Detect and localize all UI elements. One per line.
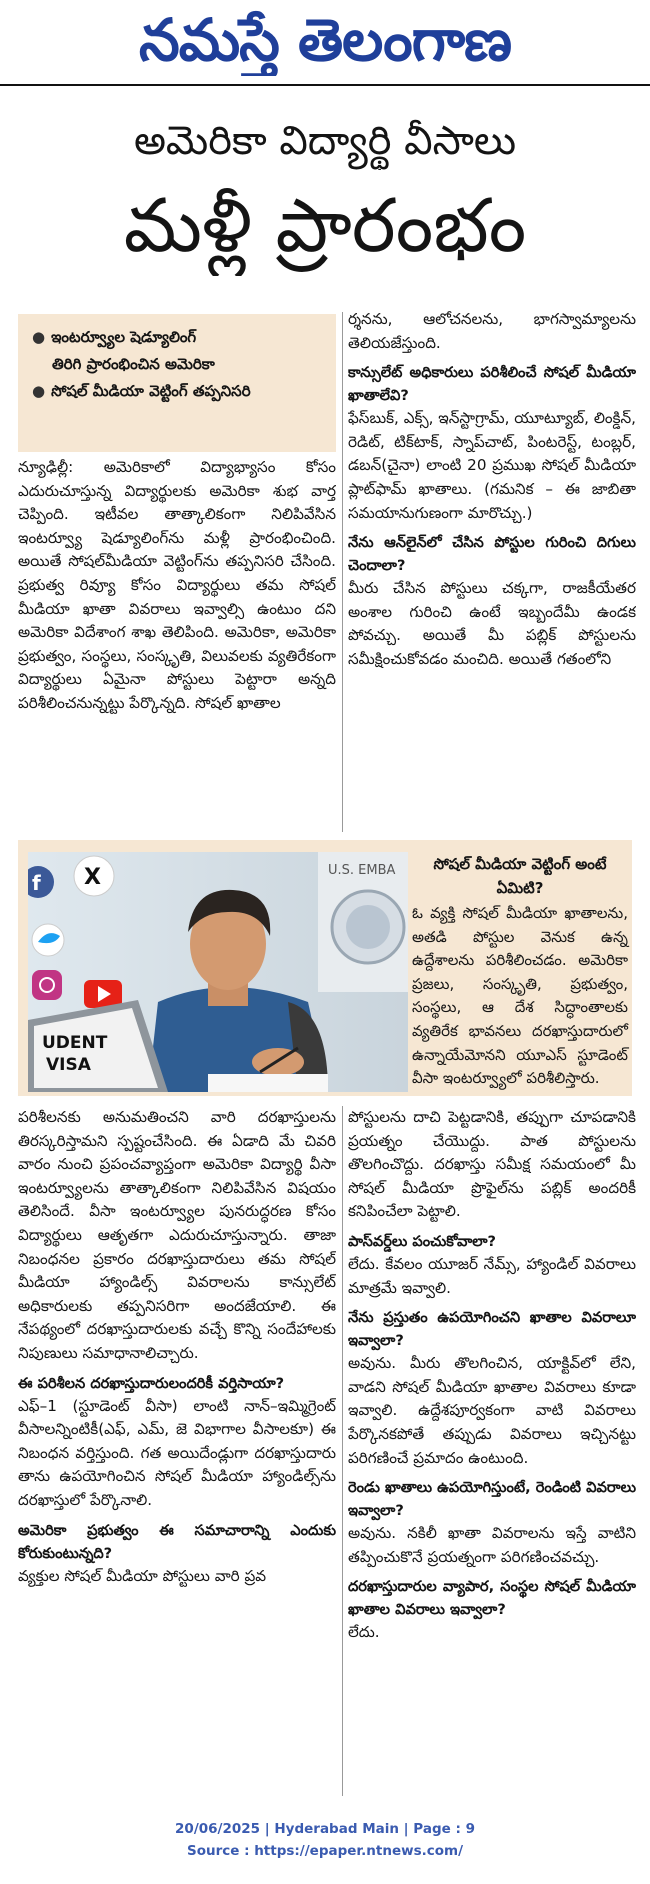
answer-paragraph: ఫేస్‌బుక్, ఎక్స్, ఇన్‌స్టాగ్రామ్, యూట్యూబ్, లింక్డిన్, రెడిట్, టిక్‌టాక్, స్నాప్‌చాట్, పింటరెస్ట్, టంబ్లర్, డబన్(చైనా) లాంటి 20 ప్రముఖ సోషల్ మీడియా ప్లాట్‌ఫామ్ ఖాతాలు. (గమనిక – ఈ జాబితా సమయానుగుణంగా మారొచ్చు.): [348, 409, 636, 522]
article-left-column-top: [18, 456, 336, 836]
footer-date-edition: 20/06/2025 | Hyderabad Main | Page : 9: [175, 1821, 475, 1837]
question-heading: పాస్‌వర్డ్‌లు పంచుకోవాలా?: [348, 1232, 496, 1250]
question-heading: రెండు ఖాతాలు ఉపయోగిస్తుంటే, రెండింటి వివరాలు ఇవ్వాలా?: [348, 1479, 636, 1520]
paragraph: ర్శనను, ఆలోచనలను, భాగస్వామ్యాలను తెలియజేస్తుంది.: [348, 310, 636, 352]
embassy-sign-text: U.S. EMBA: [328, 863, 396, 878]
feature-body: ఓ వ్యక్తి సోషల్ మీడియా ఖాతాలను, అతడి పోస్టుల వెనుక ఉన్న ఉద్దేశాలను పరిశీలించడం. అమెరికా ప్రజలు, సంస్కృతి, ప్రభుత్వం, సంస్థలు, ఆ దేశ సిద్ధాంతాలకు వ్యతిరేక భావనలు దరఖాస్తుదారులో ఉన్నాయేమోనని యూఎస్ స్టూడెంట్ వీసా ఇంటర్వ్యూలో పరిశీలిస్తారు.: [412, 904, 628, 1088]
question-heading: దరఖాస్తుదారుల వ్యాపార, సంస్థల సోషల్ మీడియా ఖాతాల వివరాలు ఇవ్వాలా?: [348, 1578, 636, 1619]
svg-text:X: X: [84, 865, 101, 890]
column-divider: [342, 312, 343, 832]
article-left-column-bottom: [18, 1106, 336, 1796]
laptop-screen-text-1: UDENT: [42, 1033, 108, 1053]
highlight-item: ● సోషల్ మీడియా వెట్టింగ్ తప్పనిసరి: [32, 382, 251, 400]
answer-paragraph: లేదు. కేవలం యూజర్ నేమ్స్, హ్యాండిల్ వివరాలు మాత్రమే ఇవ్వాలి.: [348, 1254, 636, 1297]
article-lead-paragraph: న్యూఢిల్లీ: అమెరికాలో విద్యాభ్యాసం కోసం ఎదురుచూస్తున్న విద్యార్థులకు అమెరికా శుభ వార్త చెప్పింది. ఇటీవల తాత్కాలికంగా నిలిపివేసిన ఇంటర్వ్యూ షెడ్యూలింగ్‌ను మళ్లీ ప్రారంభించింది. అయితే సోషల్‌మీడియా వెట్టింగ్‌ను తప్పనిసరి చేసింది. ప్రభుత్వ రివ్యూ కోసం విద్యార్థులు తమ సోషల్ మీడియా ఖాతా వివరాలు ఇవ్వాల్సి ఉంటుం దని అమెరికా విదేశాంగ శాఖ తెలిపింది. అమెరికా, అమెరికా ప్రభుత్వం, సంస్థలు, సంస్కృతి, విలువలకు వ్యతిరేకంగా విద్యార్థులు ఏమైనా పోస్టులు పెట్టారా అన్నది పరిశీలించనున్నట్టు పేర్కొన్నది. సోషల్ ఖాతాల: [18, 458, 336, 712]
laptop-screen-text-2: VISA: [46, 1055, 91, 1075]
paragraph: పరిశీలనకు అనుమతించని వారి దరఖాస్తులను తిరస్కరిస్తామని స్పష్టంచేసింది. ఈ ఏడాది మే చివరి వారం నుంచి ప్రపంచవ్యాప్తంగా అమెరికా విద్యార్థి వీసా ఇంటర్వ్యూలను తాత్కాలికంగా నిలిపివేసిన విషయం తెలిసిందే. వీసా ఇంటర్వ్యూల పునరుద్ధరణ కోసం విద్యార్థులు ఆతృతగా ఎదురుచూస్తున్నారు. తాజా నిబంధనల ప్రకారం దరఖాస్తుదారులు తమ సోషల్ మీడియా హ్యాండిల్స్ వివరాలను కాన్సులేట్ అధికారులకు తప్పనిసరిగా అందజేయాలి. ఈ నేపథ్యంలో దరఖాస్తుదారులకు వచ్చే కొన్ని సందేహాలకు నిపుణులు సమాధానాలిచ్చారు.: [18, 1108, 336, 1362]
masthead-rule: [0, 84, 650, 86]
highlight-item-continued: తిరిగి ప్రారంభించిన అమెరికా: [52, 355, 215, 373]
question-heading: నేను ప్రస్తుతం ఉపయోగించని ఖాతాల వివరాలూ ఇవ్వాలా?: [348, 1309, 636, 1350]
highlight-item: ● ఇంటర్వ్యూల షెడ్యూలింగ్: [32, 328, 197, 346]
answer-paragraph: వ్యక్తుల సోషల్ మీడియా పోస్టులు వారి ప్రవ: [18, 1566, 267, 1585]
feature-title: సోషల్ మీడియా వెట్టింగ్ అంటే ఏమిటి?: [433, 855, 607, 897]
highlights-box: [18, 314, 336, 452]
answer-paragraph: ఎఫ్–1 (స్టూడెంట్ వీసా) లాంటి నాన్–ఇమ్మిగ్రెంట్ వీసాలన్నింటికీ(ఎఫ్, ఎమ్, జె విభాగాల వీసాలకూ) ఈ నిబంధన వర్తిస్తుంది. గత అయిదేండ్లుగా దరఖాస్తుదారు తాను ఉపయోగించిన సోషల్ మీడియా హ్యాండిల్స్‌ను దరఖాస్తులో పేర్కొనాలి.: [18, 1396, 336, 1509]
article-right-column-bottom: [348, 1106, 636, 1796]
svg-text:f: f: [32, 871, 41, 895]
question-heading: కాన్సులేట్ అధికారులు పరిశీలించే సోషల్ మీడియా ఖాతాలేవి?: [348, 364, 636, 405]
page-footer: [0, 1818, 650, 1862]
article-right-column-top: [348, 308, 636, 834]
question-heading: నేను ఆన్‌లైన్‌లో చేసిన పోస్టుల గురించి దిగులు చెందాలా?: [348, 534, 636, 575]
question-heading: ఈ పరిశీలన దరఖాస్తుదారులందరికీ వర్తిసాయా?: [18, 1374, 285, 1392]
student-laptop-illustration: [28, 852, 408, 1092]
answer-paragraph: లేదు.: [348, 1623, 380, 1642]
answer-paragraph: అవును. నకిలీ ఖాతా వివరాలను ఇస్తే వాటిని తప్పించుకొనే ప్రయత్నంగా పరిగణించవచ్చు.: [348, 1524, 636, 1566]
answer-paragraph: మీరు చేసిన పోస్టులు చక్కగా, రాజకీయేతర అంశాల గురించి ఉంటే ఇబ్బందేమీ ఉండక పోవచ్చు. అయితే మీ పబ్లిక్ పోస్టులను సమీక్షించుకోవడం మంచిది. అయితే గతంలోని: [348, 579, 636, 668]
paragraph: పోస్టులను దాచి పెట్టడానికి, తప్పుగా చూపడానికి ప్రయత్నం చేయొద్దు. పాత పోస్టులను తొలగించొద్దు. దరఖాస్తు సమీక్ష సమయంలో మీ సోషల్ మీడియా ప్రొఫైల్‌ను పబ్లిక్ అందరికీ కనిపించేలా పెట్టాలి.: [348, 1108, 636, 1221]
question-heading: అమెరికా ప్రభుత్వం ఈ సమాచారాన్ని ఎందుకు కోరుకుంటున్నది?: [18, 1521, 336, 1562]
headline-line-1: అమెరికా విద్యార్థి వీసాలు: [133, 118, 517, 164]
column-divider: [342, 1106, 343, 1796]
footer-source-link[interactable]: Source : https://epaper.ntnews.com/: [186, 1843, 464, 1859]
instagram-icon: [32, 970, 62, 1000]
answer-paragraph: అవును. మీరు తొలగించిన, యాక్టివ్‌లో లేని, వాడని సోషల్ మీడియా ఖాతాల వివరాలు కూడా ఇవ్వాలి. ఉద్దేశపూర్వకంగా వాటి వివరాలు పేర్కొనకపోతే తప్పుడు వివరాలు ఇచ్చినట్టు పరిగణించే ప్రమాదం ఉంటుంది.: [348, 1354, 636, 1467]
newspaper-masthead: నమస్తే తెలంగాణ: [139, 6, 511, 74]
headline-line-2: మళ్లీ ప్రారంభం: [123, 183, 527, 269]
